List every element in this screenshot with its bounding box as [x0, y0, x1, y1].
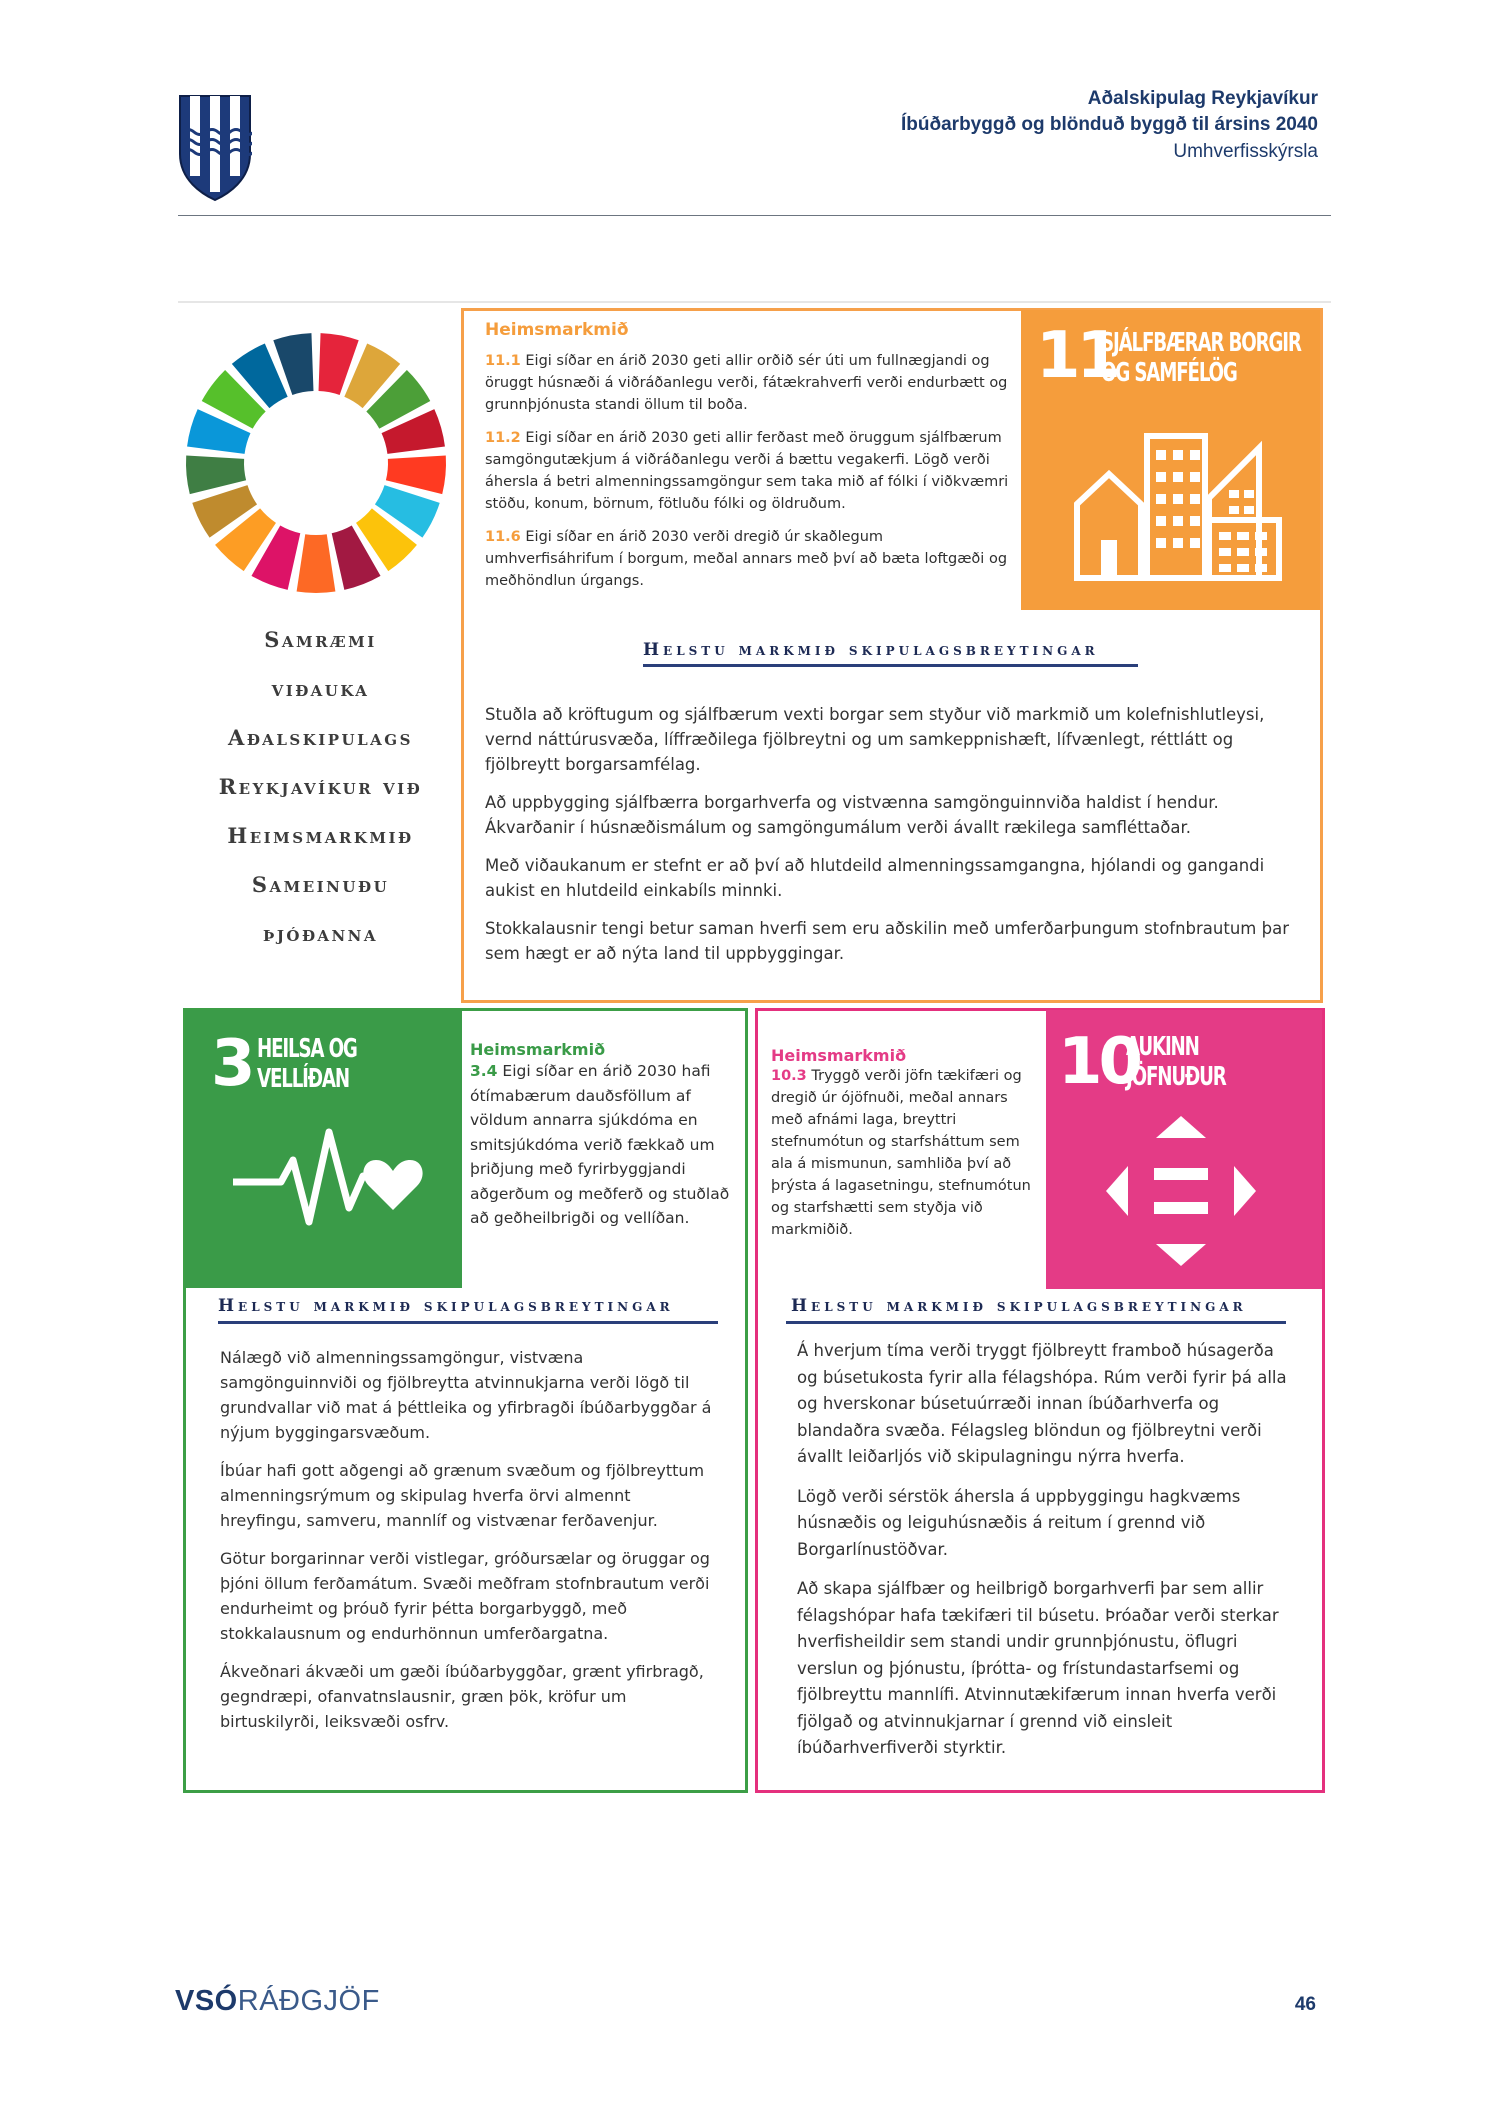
- sdg-wheel-segment: [297, 534, 336, 593]
- page-number: 46: [1294, 1994, 1316, 2015]
- side-title-line: Reykjavíkur við: [218, 774, 423, 799]
- heartbeat-icon: [233, 1118, 423, 1238]
- goal-3-target-block: [470, 1040, 736, 1242]
- goal-3-paragraph: Ákveðnari ákvæði um gæði íbúðarbyggðar, grænt yfirbragð, gegndræpi, ofanvatnslausnir, græn þök, kröfur um birtuskilyrði, leiksvæði osfrv.: [220, 1662, 704, 1731]
- goal-10-title-line1: AUKINN: [1126, 1032, 1199, 1062]
- side-title-line: Heimsmarkmið: [227, 823, 414, 848]
- goal-11-title-line2: OG SAMFÉLÖG: [1101, 358, 1237, 388]
- side-title-line: Sameinuðu: [251, 872, 390, 897]
- goal-11-targets: [485, 320, 1015, 603]
- target-code: 11.1: [485, 353, 521, 369]
- goal-11-number: 11: [1036, 319, 1118, 393]
- side-title: [178, 615, 463, 958]
- target-code: 10.3: [771, 1068, 807, 1084]
- goal-3-helstu-underline: [218, 1321, 718, 1324]
- target-text: Eigi síðar en árið 2030 verði dregið úr skaðlegum umhverfisáhrifum í borgum, meðal annars með því að bæta loftgæði og meðhöndlun úrgangs.: [485, 529, 1008, 589]
- goal-3-title-line1: HEILSA OG: [257, 1034, 357, 1064]
- goal-3-target: [470, 1059, 736, 1231]
- side-title-line: þjóðanna: [262, 921, 379, 946]
- goal-10-title-line2: JÖFNUÐUR: [1126, 1062, 1226, 1092]
- goal-10-helstu-underline: [786, 1321, 1286, 1324]
- goal-11-helstu-heading: Helstu markmið skipulagsbreytingar: [643, 640, 1099, 660]
- brand-bold: VSÓ: [175, 1985, 238, 2017]
- goal-11-target: [485, 526, 1015, 592]
- goal-10-number: 10: [1058, 1025, 1140, 1099]
- goal-11-paragraph: Stuðla að kröftugum og sjálfbærum vexti borgar sem styður við markmið um kolefnishlutleysi, vernd náttúrusvæða, líffræðilega fjölbreytni og um samkeppnishæft, lífvænlegt, réttlátt og fjölbreytt borgarsamfélag.: [485, 705, 1265, 774]
- goal-10-paragraph: Lögð verði sérstök áhersla á uppbyggingu hagkvæms húsnæðis og leiguhúsnæðis á reitum í grennd við Borgarlínustöðvar.: [797, 1486, 1241, 1559]
- goal-3-title-line2: VELLÍÐAN: [257, 1064, 349, 1094]
- goal-10-target-block: [771, 1046, 1039, 1252]
- vso-radgjof-logo: [175, 1985, 380, 2018]
- target-text: Tryggð verði jöfn tækifæri og dregið úr ójöfnuði, meðal annars með afnámi laga, breyttri stefnumótun og starfsháttum sem ala á mismunun, samhliða því að þrýsta á lagasetningu, stefnumótun og starfshætti sem styðja við markmiðið.: [771, 1068, 1031, 1238]
- header-report-type: Umhverfisskýrsla: [1173, 141, 1318, 162]
- goal-11-tile: [1021, 310, 1320, 610]
- goal-10-tile: [1046, 1010, 1322, 1289]
- goal-3-paragraph: Íbúar hafi gott aðgengi að grænum svæðum og fjölbreyttum almenningsrýmum og skipulag hverfa örvi almennt hreyfingu, samveru, mannlíf og vistvænar ferðavenjur.: [220, 1461, 705, 1530]
- goal-11-paragraph: Með viðaukanum er stefnt er að því að hlutdeild almenningssamgangna, hjólandi og gangandi aukist en hlutdeild einkabíls minnki.: [485, 856, 1265, 900]
- goal-3-paragraphs: [220, 1345, 715, 1747]
- goal-10-helstu-heading: Helstu markmið skipulagsbreytingar: [791, 1296, 1247, 1316]
- goal-10-paragraph: Að skapa sjálfbær og heilbrigð borgarhverfi þar sem allir félagshópar hafa tækifæri til búsetu. Þróaðar verði sterkar hverfisheildir sem standi undir grunnþjónustu, öflugri verslun og þjónustu, íþrótta- og frístundastarfsemi og fjölbreyttu mannlífi. Atvinnutækifærum innan hverfa verði fjölgað og atvinnukjarnar í grennd við einsleit íbúðarhverfiverði styrktir.: [797, 1579, 1279, 1757]
- brand-thin: RÁÐGJÖF: [237, 1985, 380, 2017]
- goal-3-helstu-heading: Helstu markmið skipulagsbreytingar: [218, 1296, 674, 1316]
- goal-10-paragraph: Á hverjum tíma verði tryggt fjölbreytt framboð húsagerða og búsetukosta fyrir alla félagshópa. Rúm verði fyrir þá alla og hverskonar búsetuúrræði innan íbúðarhverfa og blandaðra svæða. Félagsleg blöndun og fjölbreytni verði ávallt leiðarljós við skipulagningu nýrra hverfa.: [797, 1341, 1287, 1466]
- header-divider: [178, 215, 1331, 216]
- target-text: Eigi síðar en árið 2030 hafi ótímabærum dauðsföllum af völdum annarra sjúkdóma en smitsjúkdóma verið fækkað um þriðjung með fyrirbyggjandi aðgerðum og meðferð og stuðlað að geðheilbrigði og vellíðan.: [470, 1062, 730, 1227]
- goal-3-paragraph: Götur borgarinnar verði vistlegar, gróðursælar og öruggar og þjóni öllum ferðamátum. Svæði meðfram stofnbrautum verði endurheimt og þróuð fyrir þétta borgarbyggð, með stokkalausnum og endurhönnun umferðargatna.: [220, 1549, 710, 1643]
- goal-11-heading: Heimsmarkmið: [485, 320, 629, 340]
- reykjavik-crest-logo: [178, 92, 252, 202]
- equality-arrows-icon: [1106, 1116, 1256, 1266]
- sdg-wheel-segment: [186, 456, 246, 495]
- goal-3-paragraph: Nálægð við almenningssamgöngur, vistvæna samgönguinnviði og fjölbreytta atvinnukjarna verði lögð til grundvallar við mat á þéttleika og yfirbragði íbúðarbyggðar á nýjum byggingarsvæðum.: [220, 1348, 712, 1442]
- goal-11-target: [485, 427, 1015, 515]
- goal-3-heading: Heimsmarkmið: [470, 1040, 606, 1059]
- sdg-wheel-segment: [386, 456, 446, 495]
- header-subtitle: Íbúðarbyggð og blönduð byggð til ársins 2040: [901, 114, 1318, 135]
- header-title: Aðalskipulag Reykjavíkur: [1087, 88, 1318, 109]
- side-title-line: Samræmi: [264, 627, 377, 652]
- document-header: [901, 86, 1318, 166]
- goal-3-number: 3: [211, 1027, 252, 1101]
- figure-top-divider: [178, 301, 1331, 303]
- target-code: 3.4: [470, 1062, 498, 1080]
- city-buildings-icon: [1069, 428, 1284, 588]
- goal-11-target: [485, 350, 1015, 416]
- goal-11-paragraphs: [485, 702, 1305, 979]
- target-code: 11.2: [485, 430, 521, 446]
- target-text: Eigi síðar en árið 2030 geti allir ferðast með öruggum sjálfbærum samgöngutækjum á viðráðanlegu verði á bættu vegakerfi. Lögð verði áhersla á betri almenningssamgöngur sem taka mið af fólki í viðkvæmri stöðu, konum, börnum, fötluðu fólki og öldruðum.: [485, 430, 1009, 512]
- goal-10-target: [771, 1065, 1039, 1241]
- goal-11-helstu-underline: [643, 664, 1138, 667]
- side-title-line: Aðalskipulags: [228, 725, 413, 750]
- goal-11-title-line1: SJÁLFBÆRAR BORGIR: [1101, 328, 1301, 358]
- target-text: Eigi síðar en árið 2030 geti allir orðið sér úti um fullnægjandi og öruggt húsnæði á viðráðanlegu verði, fátækrahverfi verði endurbætt og grunnþjónusta standi öllum til boða.: [485, 353, 1008, 413]
- goal-10-paragraphs: [797, 1338, 1294, 1775]
- sdg-wheel-icon: [183, 330, 449, 596]
- goal-11-paragraph: Að uppbygging sjálfbærra borgarhverfa og vistvænna samgönguinnviða haldist í hendur. Ákvarðanir í húsnæðismálum og samgöngumálum verði ávallt rækilega samfléttaðar.: [485, 793, 1219, 837]
- goal-10-heading: Heimsmarkmið: [771, 1046, 907, 1065]
- goal-11-paragraph: Stokkalausnir tengi betur saman hverfi sem eru aðskilin með umferðarþungum stofnbrautum þar sem hægt er að nýta land til uppbyggingar.: [485, 919, 1289, 963]
- goal-3-tile: [185, 1010, 462, 1288]
- side-title-line: viðauka: [271, 676, 370, 701]
- target-code: 11.6: [485, 529, 521, 545]
